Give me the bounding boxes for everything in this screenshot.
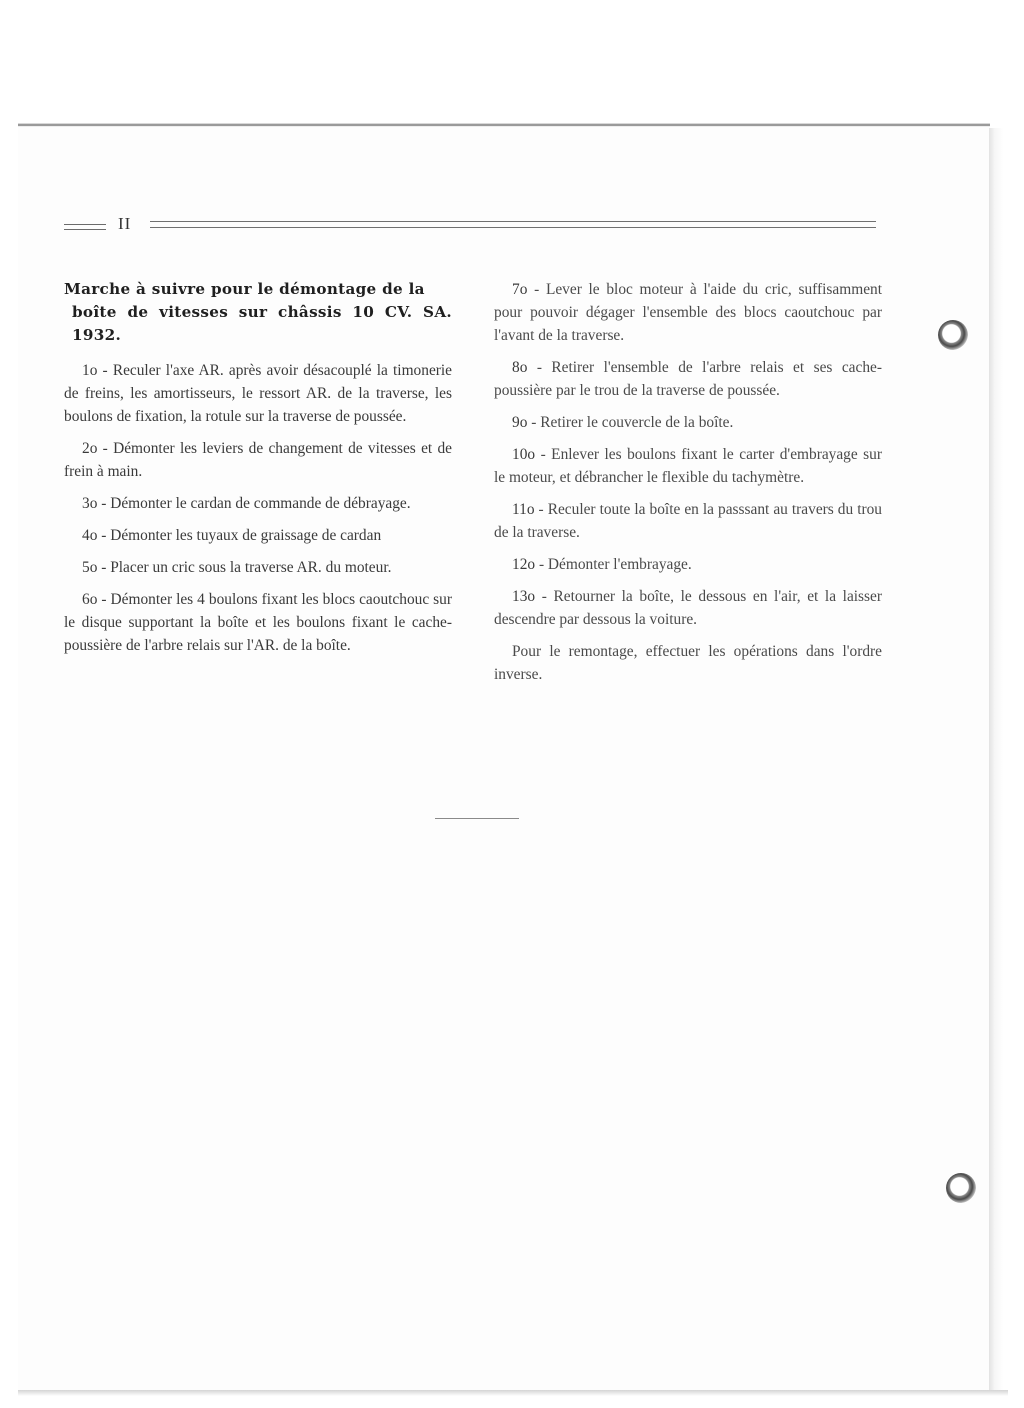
step-number: 10o bbox=[512, 446, 536, 463]
step-11: 11o - Reculer toute la boîte en la passsant au travers du trou de la traverse. bbox=[494, 501, 882, 541]
right-column bbox=[494, 278, 882, 695]
step-text: Reculer toute la boîte en la passsant au travers du trou de la traverse. bbox=[494, 501, 882, 541]
section-heading bbox=[64, 278, 452, 347]
step-2: 2o - Démonter les leviers de changement de vitesses et de frein à main. bbox=[64, 440, 453, 480]
sheet-edge-shadow bbox=[989, 128, 1003, 1396]
page-number: II bbox=[118, 214, 132, 233]
step-10: 10o - Enlever les boulons fixant le carter d'embrayage sur le moteur, et débrancher le flexible du tachymètre. bbox=[494, 446, 882, 486]
step-number: 7o bbox=[512, 281, 528, 298]
end-rule bbox=[435, 818, 519, 819]
step-13: 13o - Retourner la boîte, le dessous en l'air, et la laisser descendre par dessous la voiture. bbox=[494, 588, 882, 628]
closing-note: Pour le remontage, effectuer les opérations dans l'ordre inverse. bbox=[494, 643, 882, 683]
header-rule-long bbox=[150, 221, 876, 228]
punch-hole-bottom bbox=[946, 1173, 976, 1203]
step-number: 12o bbox=[512, 556, 536, 573]
step-number: 9o bbox=[512, 414, 528, 431]
step-text: Retourner la boîte, le dessous en l'air, et la laisser descendre par dessous la voiture. bbox=[494, 588, 882, 628]
step-number: 2o bbox=[82, 440, 98, 457]
step-text: Démonter le cardan de commande de débrayage. bbox=[110, 495, 411, 512]
step-text: Démonter les tuyaux de graissage de cardan bbox=[110, 527, 382, 544]
page-header bbox=[64, 212, 876, 240]
heading-line-2: boîte de vitesses sur châssis 10 CV. SA. 1932. bbox=[72, 303, 452, 344]
header-rule-short bbox=[64, 224, 106, 230]
step-1: 1o - Reculer l'axe AR. après avoir désacouplé la timonerie de freins, les amortisseurs, le ressort AR. de la traverse, les boulons de fixation, la rotule sur la traverse de poussée. bbox=[64, 362, 453, 425]
punch-hole-top bbox=[938, 320, 968, 350]
step-text: Démonter les leviers de changement de vitesses et de frein à main. bbox=[64, 440, 453, 480]
heading-line-1: Marche à suivre pour le démontage de la bbox=[64, 280, 425, 298]
step-number: 6o bbox=[82, 591, 98, 608]
step-text: Placer un cric sous la traverse AR. du moteur. bbox=[110, 559, 392, 576]
step-text: Démonter les 4 boulons fixant les blocs caoutchouc sur le disque supportant la boîte et les boulons fixant le cache-poussière de l'arbre relais sur l'AR. de la boîte. bbox=[64, 591, 452, 654]
step-text: Enlever les boulons fixant le carter d'embrayage sur le moteur, et débrancher le flexible du tachymètre. bbox=[494, 446, 882, 486]
step-number: 11o bbox=[512, 501, 535, 518]
left-column bbox=[64, 278, 452, 666]
step-6: 6o - Démonter les 4 boulons fixant les blocs caoutchouc sur le disque supportant la boîte et les boulons fixant le cache-poussière de l'arbre relais sur l'AR. de la boîte. bbox=[64, 591, 452, 654]
step-number: 1o bbox=[82, 362, 98, 379]
step-8: 8o - Retirer l'ensemble de l'arbre relais et ses cache-poussière par le trou de la traverse de poussée. bbox=[494, 359, 882, 399]
step-9: 9o - Retirer le couvercle de la boîte. bbox=[512, 414, 734, 431]
step-number: 3o bbox=[82, 495, 98, 512]
sheet-bottom-shadow bbox=[18, 1390, 1008, 1396]
step-number: 4o bbox=[82, 527, 98, 544]
step-text: Retirer l'ensemble de l'arbre relais et ses cache-poussière par le trou de la traverse de poussée. bbox=[494, 359, 882, 399]
step-3: 3o - Démonter le cardan de commande de débrayage. bbox=[82, 495, 411, 512]
step-number: 5o bbox=[82, 559, 98, 576]
step-12: 12o - Démonter l'embrayage. bbox=[512, 556, 692, 573]
step-number: 8o bbox=[512, 359, 528, 376]
step-text: Retirer le couvercle de la boîte. bbox=[540, 414, 734, 431]
step-4: 4o - Démonter les tuyaux de graissage de cardan bbox=[82, 527, 382, 544]
step-text: Démonter l'embrayage. bbox=[547, 556, 692, 573]
step-text: Lever le bloc moteur à l'aide du cric, suffisamment pour pouvoir dégager l'ensemble des blocs caoutchouc par l'avant de la traverse. bbox=[494, 281, 882, 344]
step-5: 5o - Placer un cric sous la traverse AR. du moteur. bbox=[82, 559, 392, 576]
step-7: 7o - Lever le bloc moteur à l'aide du cric, suffisamment pour pouvoir dégager l'ensemble des blocs caoutchouc par l'avant de la traverse. bbox=[494, 281, 882, 344]
step-text: Reculer l'axe AR. après avoir désacouplé la timonerie de freins, les amortisseurs, le ressort AR. de la traverse, les boulons de fixation, la rotule sur la traverse de poussée. bbox=[64, 362, 453, 425]
step-number: 13o bbox=[512, 588, 536, 605]
